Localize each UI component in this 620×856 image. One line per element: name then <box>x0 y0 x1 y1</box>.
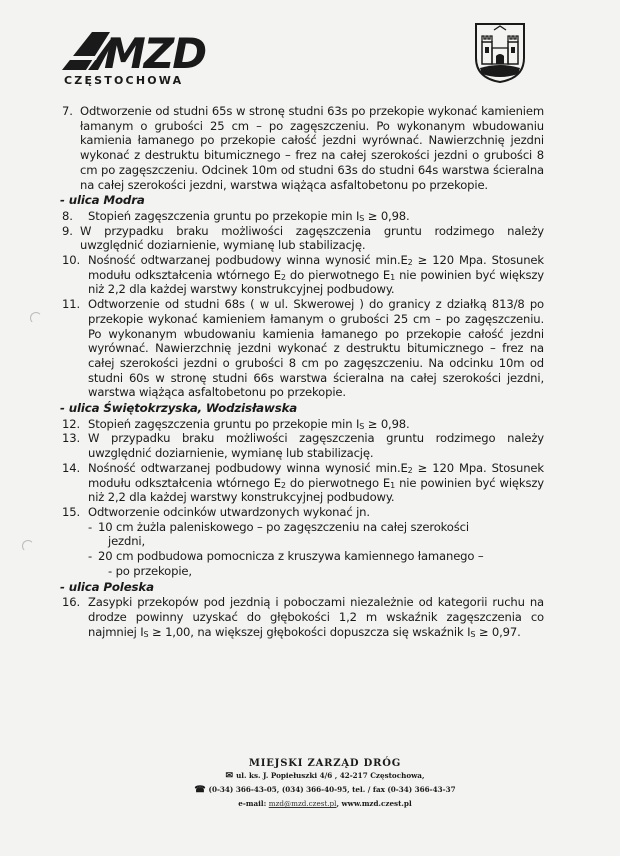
list-item <box>62 505 544 520</box>
item-number: 12. <box>62 416 80 431</box>
item-text: Odtworzenie odcinków utwardzonych wykonać jn. <box>88 504 370 519</box>
sub-item-dash: - <box>88 519 93 534</box>
item-number: 15. <box>62 504 80 519</box>
item-number: 11. <box>62 297 80 312</box>
list-item <box>62 431 544 460</box>
list-item <box>62 104 544 192</box>
list-item <box>62 253 544 297</box>
item-number: 8. <box>62 208 73 223</box>
list-item <box>62 595 544 639</box>
telephone-icon: ☎ <box>194 785 206 795</box>
punch-hole-mark <box>22 540 34 552</box>
sub-item-text: 20 cm podbudowa pomocnicza z kruszywa kamiennego łamanego – <box>98 549 484 564</box>
item-text: Odtworzenie od studni 65s w stronę studni 63s po przekopie wykonać kamieniem łamanym o grubości 25 cm – po zagęszczeniu. Po wykonanym wbudowaniu kamienia łamanego po przekopie całość jezdni wyrównać. Nawierzchnię jezdni wykonać z destruktu bitumicznego – frez na całej szerokości jezdni o grubości 8 cm po zagęszczeniu. Odcinek 10m od studni 63s do studni 64s warstwa ścieralna na całej szerokości jezdni, warstwa wiążąca asfaltobetonu po przekopie. <box>80 104 544 192</box>
email-link[interactable]: mzd@mzd.czest.pl <box>268 799 337 808</box>
item-number: 14. <box>62 460 80 475</box>
footer-org-name: MIEJSKI ZARZĄD DRÓG <box>248 758 402 769</box>
envelope-icon: ✉ <box>225 771 234 781</box>
item-number: 16. <box>62 595 80 610</box>
sub-list-item <box>88 549 544 578</box>
item-text: Stopień zagęszczenia gruntu po przekopie $\min I_S \ge 0,98$. <box>88 416 410 431</box>
list-item <box>62 224 544 253</box>
item-text: Nośność odtwarzanej podbudowy winna wynosić $\min.E_2 \ge 120$ Mpa. Stosunek modułu odkształcenia wtórnego $E_2$ do pierwotnego $E_1$ nie powinien być większy niż 2,2 dla każdej warstwy konstrukcyjnej podbudowy. <box>88 460 544 505</box>
mzd-logo <box>58 26 218 88</box>
sub-item-text: jezdni, <box>108 534 146 549</box>
section-heading-swietokrzyska: - ulica Świętokrzyska, Wodzisławska <box>60 401 298 416</box>
item-text: Stopień zagęszczenia gruntu po przekopie $\min I_S \ge 0,98$. <box>88 208 410 223</box>
item-text: W przypadku braku możliwości zagęszczenia gruntu rodzimego należy uwzględnić doziarnienie, wymianę lub stabilizację. <box>88 431 544 461</box>
sub-item-text: - po przekopie, <box>108 563 192 578</box>
footer-phone: ☎ (0-34) 366-43-05, (034) 366-40-95, tel. / fax (0-34) 366-43-37 <box>194 785 456 795</box>
coat-of-arms-icon <box>474 22 526 84</box>
item-number: 10. <box>62 253 80 268</box>
document-body <box>62 104 544 639</box>
sub-list <box>88 520 544 579</box>
item-text: Odtworzenie od studni 68s ( w ul. Skwerowej ) do granicy z działką 813/8 po przekopie wykonać kamieniem łamanym o grubości 25 cm – po zagęszczeniu. Po wykonanym wbudowaniu kamienia łamanego po przekopie całość jezdni wyrównać. Nawierzchnię jezdni wykonać z destruktu bitumicznego – frez na całej szerokości jezdni o grubości 8 cm po zagęszczeniu. Na odcinku 10m od studni 60s w stronę studni 66s warstwa ścieralna na całej szerokości jezdni, warstwa wiążąca asfaltobetonu po przekopie. <box>88 297 544 400</box>
section-heading-modra: - ulica Modra <box>60 193 145 208</box>
item-number: 9. <box>62 223 73 238</box>
footer-email: e-mail: mzd@mzd.czest.pl, www.mzd.czest.pl <box>238 799 412 808</box>
mzd-logo-mark-icon <box>58 26 218 72</box>
item-text: Nośność odtwarzanej podbudowy winna wynosić $\min.E_2 \ge 120$ Mpa. Stosunek modułu odkształcenia wtórnego $E_2$ do pierwotnego $E_1$ nie powinien być większy niż 2,2 dla każdej warstwy konstrukcyjnej podbudowy. <box>88 253 544 297</box>
section-heading-poleska: - ulica Poleska <box>60 579 154 594</box>
logo-city-name: CZĘSTOCHOWA <box>64 74 184 87</box>
punch-hole-mark <box>30 312 42 324</box>
footer-address: ✉ ul. ks. J. Popiełuszki 4/6 , 42-217 Częstochowa, <box>225 771 425 781</box>
item-text: W przypadku braku możliwości zagęszczenia gruntu rodzimego należy uwzględnić doziarnienie, wymianę lub stabilizację. <box>80 223 544 253</box>
item-number: 13. <box>62 431 80 446</box>
letterhead-footer <box>0 758 620 810</box>
item-number: 7. <box>62 104 73 118</box>
svg-text:MZD: MZD <box>104 29 206 72</box>
website-text: , www.mzd.czest.pl <box>336 799 412 808</box>
list-item <box>62 417 544 432</box>
list-item <box>62 209 544 224</box>
sub-list-item <box>88 520 544 549</box>
sub-item-text: 10 cm żużla paleniskowego – po zagęszczeniu na całej szerokości <box>98 519 469 534</box>
list-item <box>62 461 544 505</box>
sub-item-dash: - <box>88 549 93 564</box>
list-item <box>62 297 544 400</box>
item-text: Zasypki przekopów pod jezdnią i poboczami niezależnie od kategorii ruchu na drodze powinny uzyskać do głębokości 1,2 m wskaźnik zagęszczenia co najmniej $I_S \ge 1,00$, na większej głębokości dopuszcza się wskaźnik $I_S \ge 0,97$. <box>88 595 544 639</box>
